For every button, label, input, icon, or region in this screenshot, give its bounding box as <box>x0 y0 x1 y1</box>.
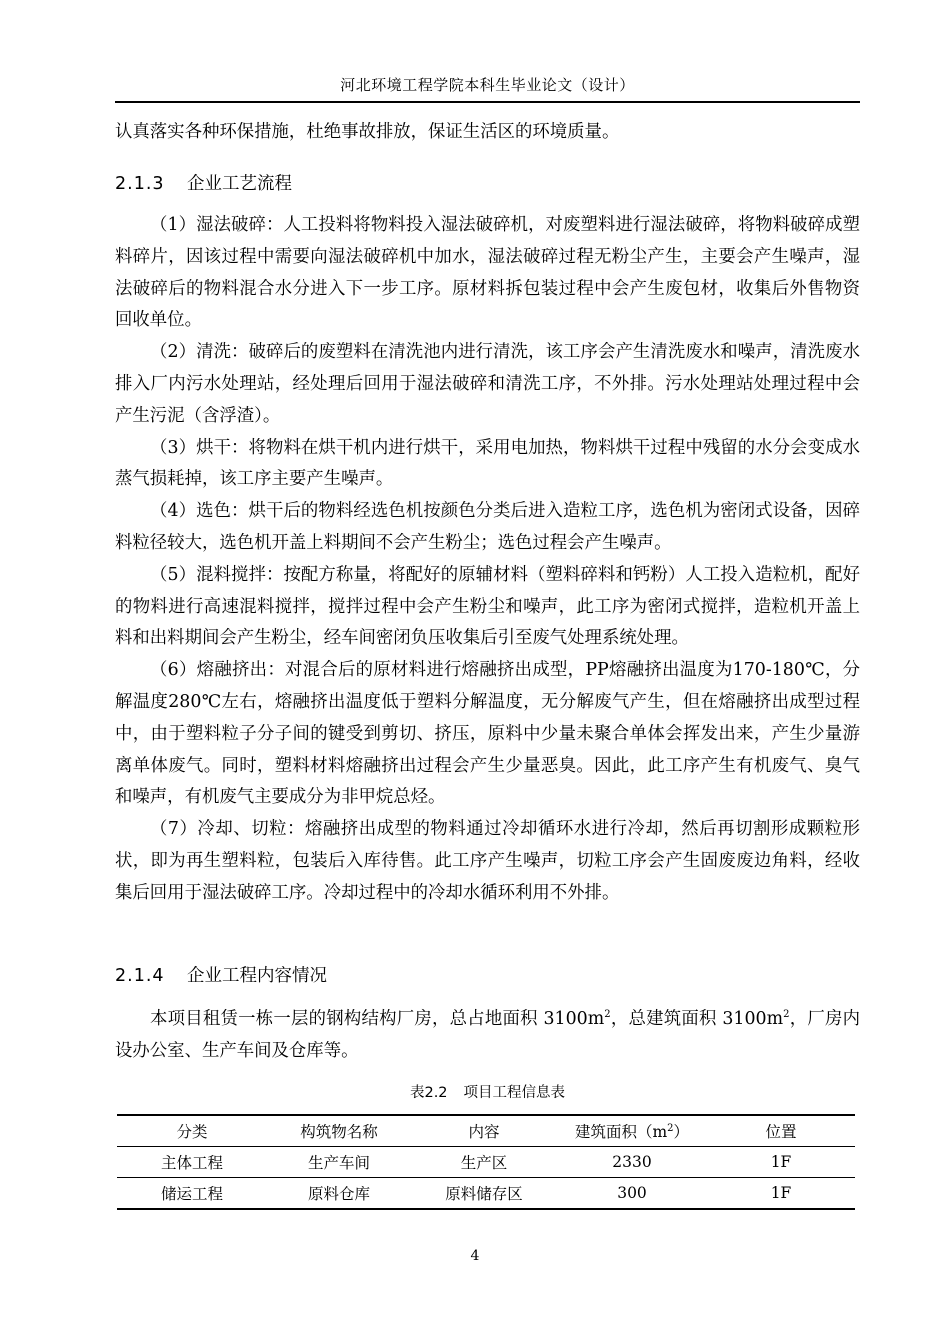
table-header-cell: 分类 <box>117 1115 267 1147</box>
section-heading-2-1-4 <box>115 964 327 988</box>
process-step-washing: （2）清洗：破碎后的废塑料在清洗池内进行清洗，该工序会产生清洗废水和噪声，清洗废水排入厂内污水处理站，经处理后回用于湿法破碎和清洗工序，不外排。污水处理站处理过程中会产生污泥（含浮渣）。 <box>115 342 860 426</box>
table-cell: 原料储存区 <box>411 1178 557 1210</box>
process-flow-body <box>115 210 860 910</box>
page-number: 4 <box>470 1248 480 1264</box>
table-cell: 1F <box>707 1178 855 1210</box>
table-header-cell: 构筑物名称 <box>267 1115 411 1147</box>
section-number: 2.1.3 <box>115 174 165 194</box>
table-header-cell: 位置 <box>707 1115 855 1147</box>
superscript-2: 2 <box>604 1009 611 1021</box>
project-content-paragraph: 本项目租赁一栋一层的钢构结构厂房，总占地面积 $3100m^2$，总建筑面积 $3100m^2$，厂房内设办公室、生产车间及仓库等。 <box>115 1009 860 1061</box>
table-caption <box>115 1083 860 1103</box>
table-cell: 储运工程 <box>117 1178 267 1210</box>
table-cell: 主体工程 <box>117 1147 267 1178</box>
table-header-cell: 内容 <box>411 1115 557 1147</box>
table-cell: 生产车间 <box>267 1147 411 1178</box>
section-title: 企业工程内容情况 <box>187 966 327 986</box>
process-step-drying: （3）烘干：将物料在烘干机内进行烘干，采用电加热，物料烘干过程中残留的水分会变成水蒸气损耗掉，该工序主要产生噪声。 <box>115 437 860 490</box>
table-cell: 300 <box>557 1178 707 1210</box>
table-row <box>117 1147 855 1178</box>
intro-continuation-block <box>115 117 860 149</box>
section-title: 企业工艺流程 <box>187 174 292 194</box>
process-step-mixing: （5）混料搅拌：按配方称量，将配好的原辅材料（塑料碎料和钙粉）人工投入造粒机，配好的物料进行高速混料搅拌，搅拌过程中会产生粉尘和噪声，此工序为密闭式搅拌，造粒机开盖上料和出料期间会产生粉尘，经车间密闭负压收集后引至废气处理系统处理。 <box>115 564 860 649</box>
intro-continuation: 认真落实各种环保措施，杜绝事故排放，保证生活区的环境质量。 <box>115 122 620 142</box>
project-info-table <box>117 1114 855 1210</box>
superscript-2: 2 <box>783 1009 790 1021</box>
table-cell: 1F <box>707 1147 855 1178</box>
header-rule <box>115 101 860 103</box>
table-header-row <box>117 1115 855 1147</box>
process-step-extrusion: （6）熔融挤出：对混合后的原材料进行熔融挤出成型，PP熔融挤出温度为170-180℃，分解温度280℃左右，熔融挤出温度低于塑料分解温度，无分解废气产生，但在熔融挤出成型过程中，由于塑料粒子分子间的键受到剪切、挤压，原料中少量未聚合单体会挥发出来，产生少量游离单体废气。同时，塑料材料熔融挤出过程会产生少量恶臭。因此，此工序产生有机废气、臭气和噪声，有机废气主要成分为非甲烷总烃。 <box>115 660 860 808</box>
table-cell: 原料仓库 <box>267 1178 411 1210</box>
table-header-cell: 建筑面积$(m^2)$ <box>557 1115 707 1147</box>
table-caption-title: 项目工程信息表 <box>463 1085 566 1101</box>
table-caption-number: 表2.2 <box>409 1085 448 1101</box>
process-step-wet-crushing: （1）湿法破碎：人工投料将物料投入湿法破碎机，对废塑料进行湿法破碎，将物料破碎成塑料碎片，因该过程中需要向湿法破碎机中加水，湿法破碎过程无粉尘产生，主要会产生噪声，湿法破碎后的物料混合水分进入下一步工序。原材料拆包装过程中会产生废包材，收集后外售物资回收单位。 <box>115 215 860 331</box>
table-row <box>117 1178 855 1210</box>
process-step-color-sorting: （4）选色：烘干后的物料经选色机按颜色分类后进入造粒工序，选色机为密闭式设备，因碎料粒径较大，选色机开盖上料期间不会产生粉尘；选色过程会产生噪声。 <box>115 501 860 553</box>
table-cell: 生产区 <box>411 1147 557 1178</box>
table-cell: 2330 <box>557 1147 707 1178</box>
process-step-cooling-pelletizing: （7）冷却、切粒：熔融挤出成型的物料通过冷却循环水进行冷却，然后再切割形成颗粒形状，即为再生塑料粒，包装后入库待售。此工序产生噪声，切粒工序会产生固废废边角料，经收集后回用于湿法破碎工序。冷却过程中的冷却水循环利用不外排。 <box>115 819 860 903</box>
running-header: 河北环境工程学院本科生毕业论文（设计） <box>340 76 635 94</box>
project-content-body <box>115 1004 860 1068</box>
section-heading-2-1-3 <box>115 172 292 196</box>
section-number: 2.1.4 <box>115 966 165 986</box>
